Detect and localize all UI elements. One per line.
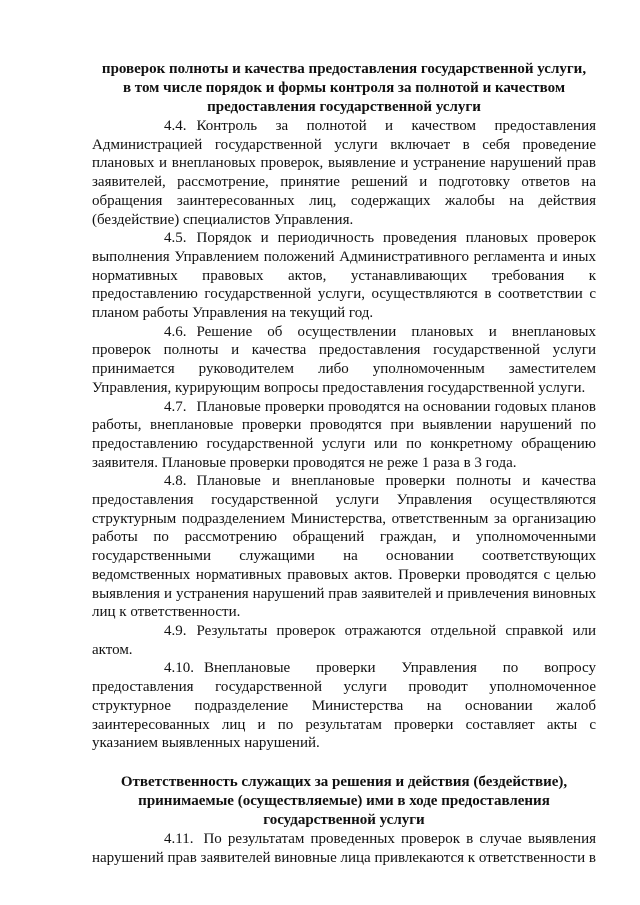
- paragraph-text: Плановые проверки проводятся на основании годовых планов работы, внеплановые проверки проводятся при выявлении нарушений по предоставлению государственной услуги или по конкретному обращению заявителя. Плановые проверки проводятся не реже 1 раза в 3 года.: [92, 398, 596, 471]
- paragraph-number: 4.4.: [164, 118, 187, 134]
- paragraph-text: Решение об осуществлении плановых и внеплановых проверок полноты и качества предоставления государственной услуги принимается руководителем либо уполномоченным заместителем Управления, курирующим вопросы предоставления государственной услуги.: [92, 323, 596, 396]
- paragraph-4-9: [92, 622, 596, 659]
- paragraph-number: 4.9.: [164, 622, 187, 639]
- heading-line: проверок полноты и качества предоставления государственной услуги,: [101, 61, 587, 77]
- heading-line: принимаемые (осуществляемые) ими в ходе предоставления: [138, 792, 550, 809]
- paragraph-text: По результатам проведенных проверок в случае выявления нарушений прав заявителей виновные лица привлекаются к ответственности в: [92, 830, 596, 866]
- paragraph-number: 4.5.: [164, 230, 187, 247]
- section-heading-responsibility: [92, 773, 596, 830]
- paragraph-4-10: [92, 659, 596, 753]
- paragraph-text: Контроль за полнотой и качеством предоставления Администрацией государственной услуги включает в себя проведение плановых и внеплановых проверок, выявление и устранение нарушений прав заявителей, рассмотрение, принятие решений и подготовку ответов на обращения заинтересованных лиц, содержащих жалобы на действия (бездействие) специалистов Управления.: [92, 118, 596, 228]
- paragraph-number: 4.7.: [164, 398, 187, 415]
- heading-line: в том числе порядок и формы контроля за полнотой и качеством: [122, 80, 566, 96]
- paragraph-text: Внеплановые проверки Управления по вопросу предоставления государственной услуги проводит уполномоченное структурное подразделение Министерства на основании жалоб заинтересованных лиц и по результатам проверки составляет акты с указанием выявленных нарушений.: [92, 660, 596, 752]
- paragraph-number: 4.8.: [164, 473, 187, 490]
- paragraph-4-7: [92, 398, 596, 473]
- paragraph-number: 4.11.: [164, 830, 194, 847]
- heading-line: Ответственность служащих за решения и действия (бездействие),: [120, 773, 568, 790]
- paragraph-4-4: [92, 117, 596, 229]
- heading-line: государственной услуги: [263, 811, 425, 828]
- paragraph-text: Порядок и периодичность проведения плановых проверок выполнения Управлением положений Административного регламента и иных нормативных правовых актов, устанавливающих требования к предоставлению государственной услуги, осуществляются в соответствии с планом работы Управления на текущий год.: [92, 230, 596, 322]
- paragraph-number: 4.6.: [164, 323, 187, 340]
- section-heading-control: [92, 60, 596, 117]
- paragraph-number: 4.10.: [164, 660, 194, 677]
- heading-line: предоставления государственной услуги: [207, 99, 481, 115]
- paragraph-4-8: [92, 472, 596, 622]
- paragraph-4-6: [92, 323, 596, 398]
- paragraph-4-5: [92, 229, 596, 323]
- paragraph-4-11: [92, 830, 596, 867]
- paragraph-text: Результаты проверок отражаются отдельной справкой или актом.: [92, 622, 596, 658]
- paragraph-text: Плановые и внеплановые проверки полноты и качества предоставления государственной услуги Управления осуществляются структурным подразделением Министерства, ответственным за организацию работы по рассмотрению обращений граждан, и уполномоченными государственными служащими на основании соответствующих ведомственных нормативных правовых актов. Проверки проводятся с целью выявления и устранения нарушений прав заявителей и привлечения виновных лиц к ответственности.: [92, 473, 596, 621]
